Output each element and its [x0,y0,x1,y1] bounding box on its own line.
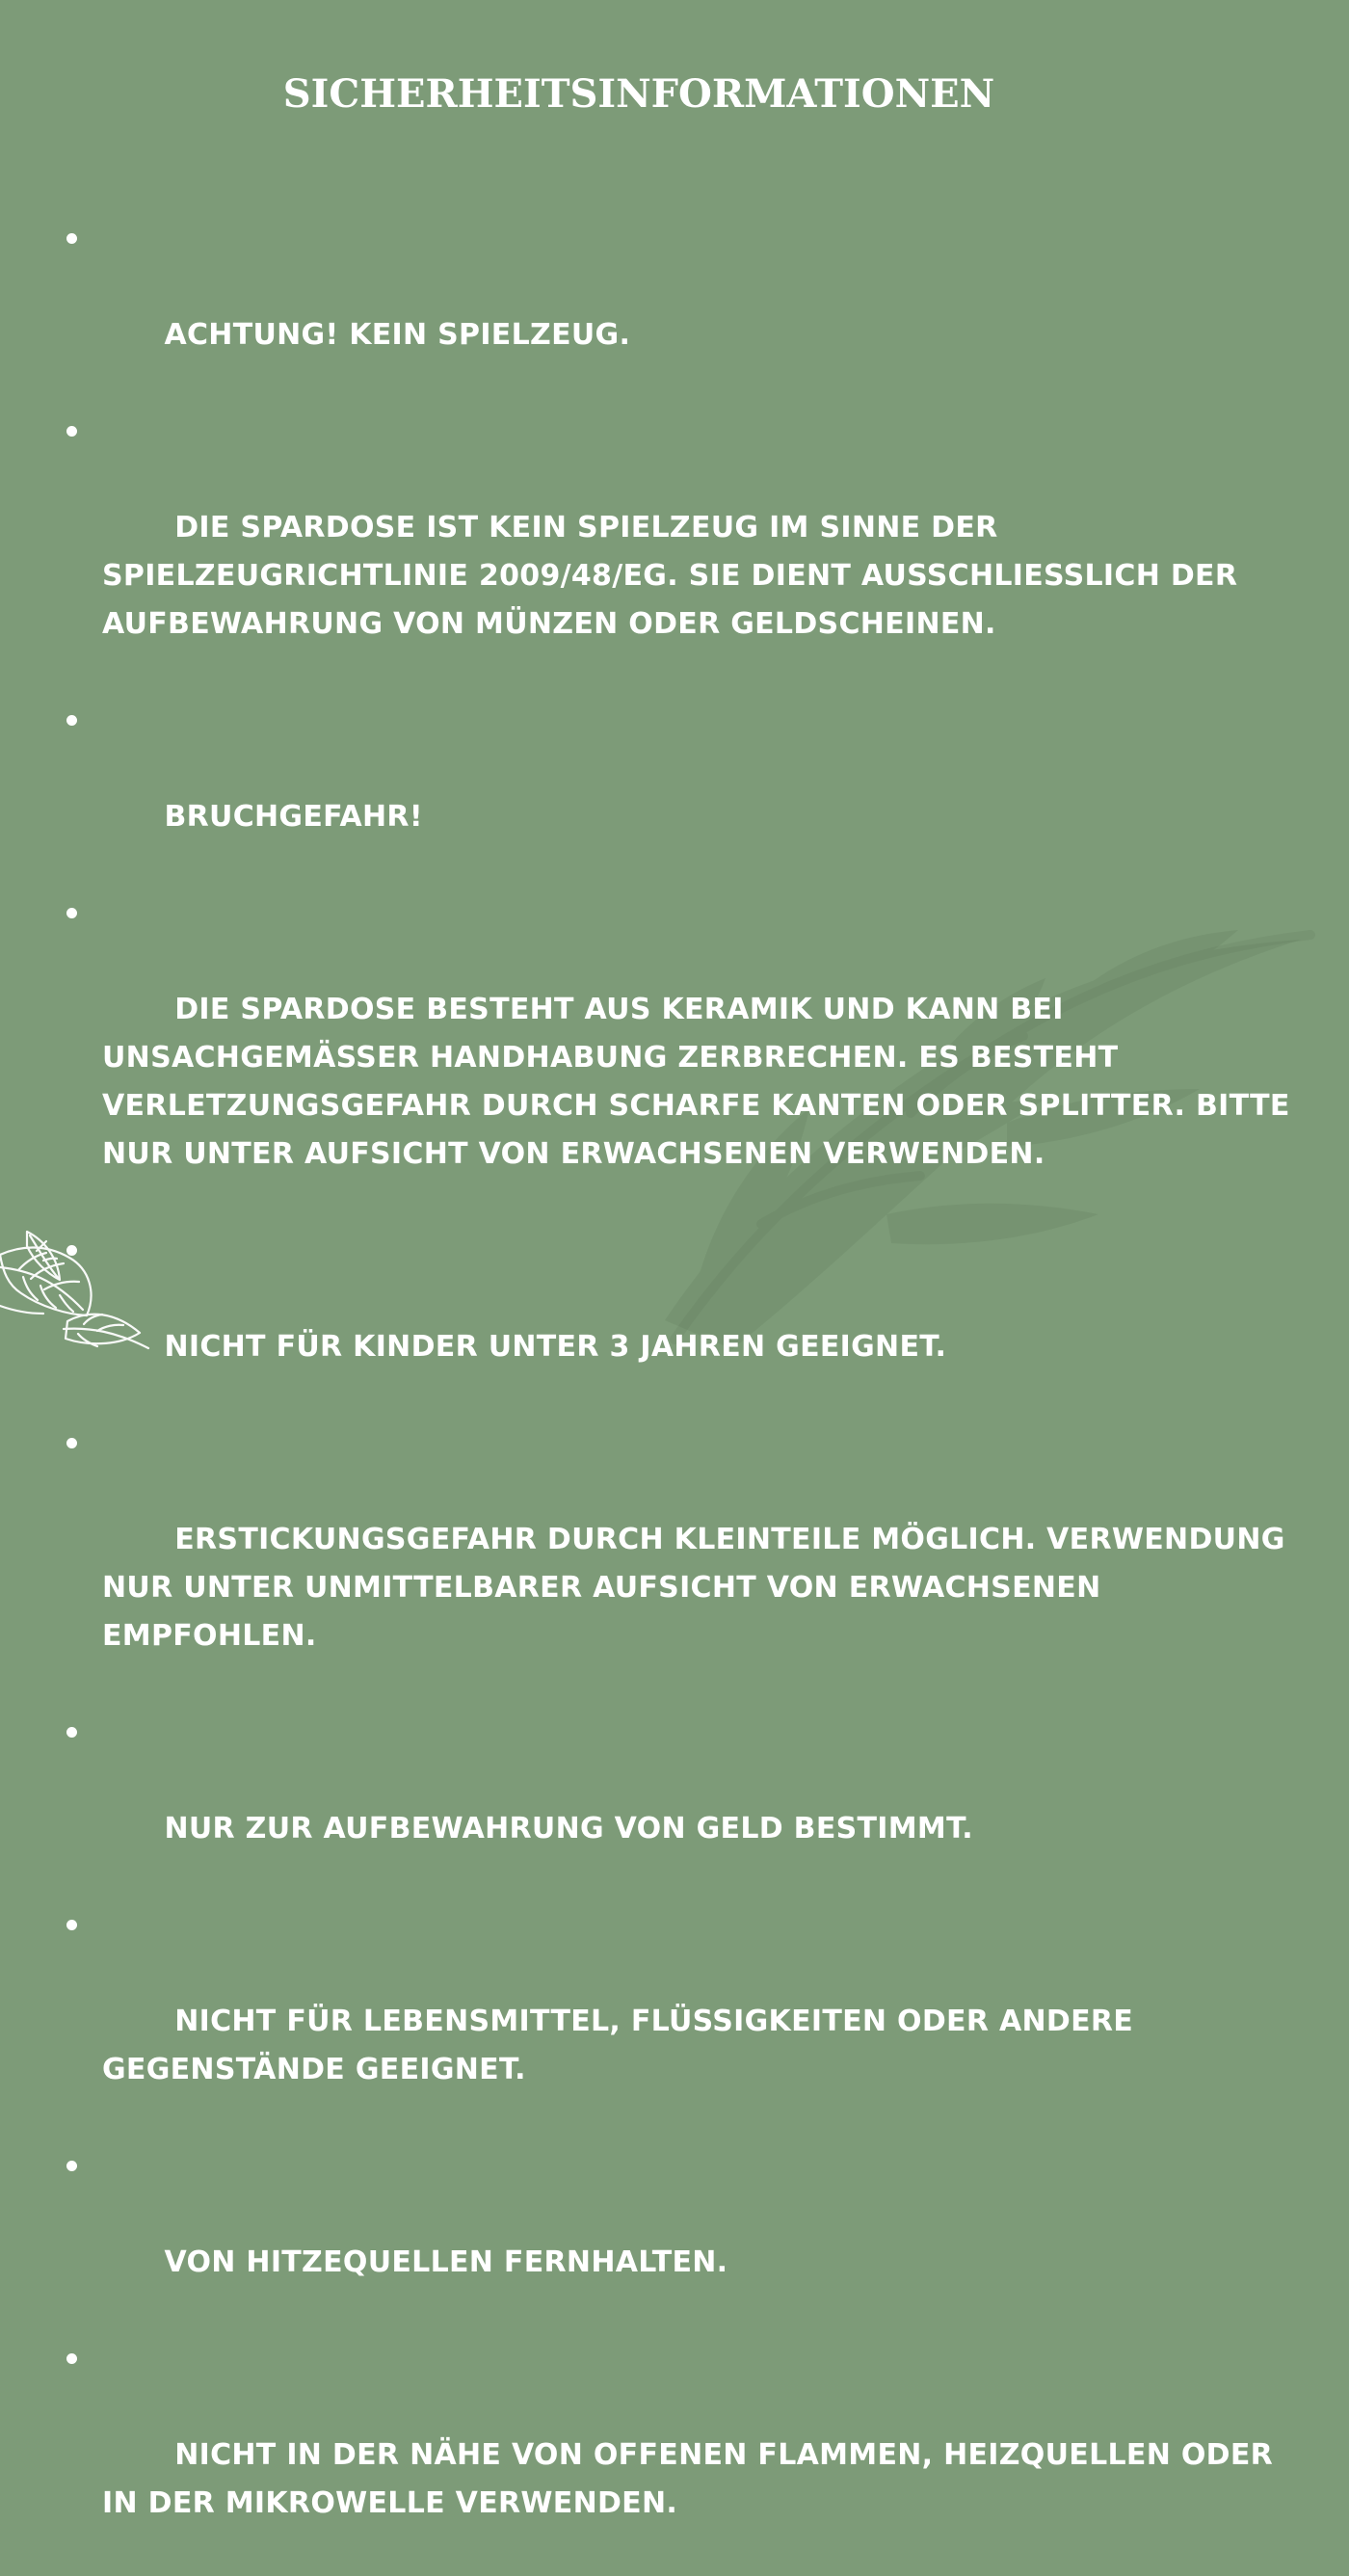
list-item-text: NICHT IN DER NÄHE VON OFFENEN FLAMMEN, HEIZQUELLEN ODER IN DER MIKROWELLE VERWENDEN. [102,2438,1283,2520]
safety-list [0,215,1349,2576]
bullet-dot-icon [66,426,77,437]
list-item-text: VON HITZEQUELLEN FERNHALTEN. [164,2245,728,2279]
list-item-text: BRUCHGEFAHR! [164,800,423,834]
leaf-outline-icon [0,1214,164,1349]
list-item [0,1420,1349,1709]
bullet-dot-icon [66,2353,77,2364]
list-item-text: DIE SPARDOSE IST KEIN SPIELZEUG IM SINNE DER SPIELZEUGRICHTLINIE 2009/48/EG. SIE DIENT AUSSCHLIESSLICH DER AUFBEWAHRUNG VON MÜNZEN ODER GELDSCHEINEN. [102,511,1249,641]
list-item [0,2142,1349,2335]
list-item [0,697,1349,890]
list-item [0,2335,1349,2576]
list-item [0,215,1349,408]
list-item [0,1227,1349,1420]
bullet-dot-icon [66,2161,77,2171]
list-item-text: NICHT FÜR KINDER UNTER 3 JAHREN GEEIGNET. [164,1330,947,1364]
bullet-dot-icon [66,1920,77,1930]
bullet-dot-icon [66,233,77,244]
bullet-dot-icon [66,1727,77,1738]
page-title: SICHERHEITSINFORMATIONEN [282,71,995,117]
bullet-dot-icon [66,715,77,726]
list-item [0,890,1349,1227]
list-item-text: ACHTUNG! KEIN SPIELZEUG. [164,318,631,352]
list-item-text: NICHT FÜR LEBENSMITTEL, FLÜSSIGKEITEN ODER ANDERE GEGENSTÄNDE GEEIGNET. [102,2005,1144,2086]
list-item-text: ERSTICKUNGSGEFAHR DURCH KLEINTEILE MÖGLICH. VERWENDUNG NUR UNTER UNMITTELBARER AUFSICHT VON ERWACHSENEN EMPFOHLEN. [102,1523,1296,1653]
list-item [0,1901,1349,2142]
bullet-dot-icon [66,1438,77,1448]
list-item-text: DIE SPARDOSE BESTEHT AUS KERAMIK UND KANN BEI UNSACHGEMÄSSER HANDHABUNG ZERBRECHEN. ES BESTEHT VERLETZUNGSGEFAHR DURCH SCHARFE KANTEN ODER SPLITTER. BITTE NUR UNTER AUFSICHT VON ERWACHSENEN VERWENDEN. [102,993,1301,1171]
list-item-text: NUR ZUR AUFBEWAHRUNG VON GELD BESTIMMT. [164,1812,973,1846]
list-item [0,1709,1349,1901]
bullet-dot-icon [66,908,77,918]
list-item [0,408,1349,697]
